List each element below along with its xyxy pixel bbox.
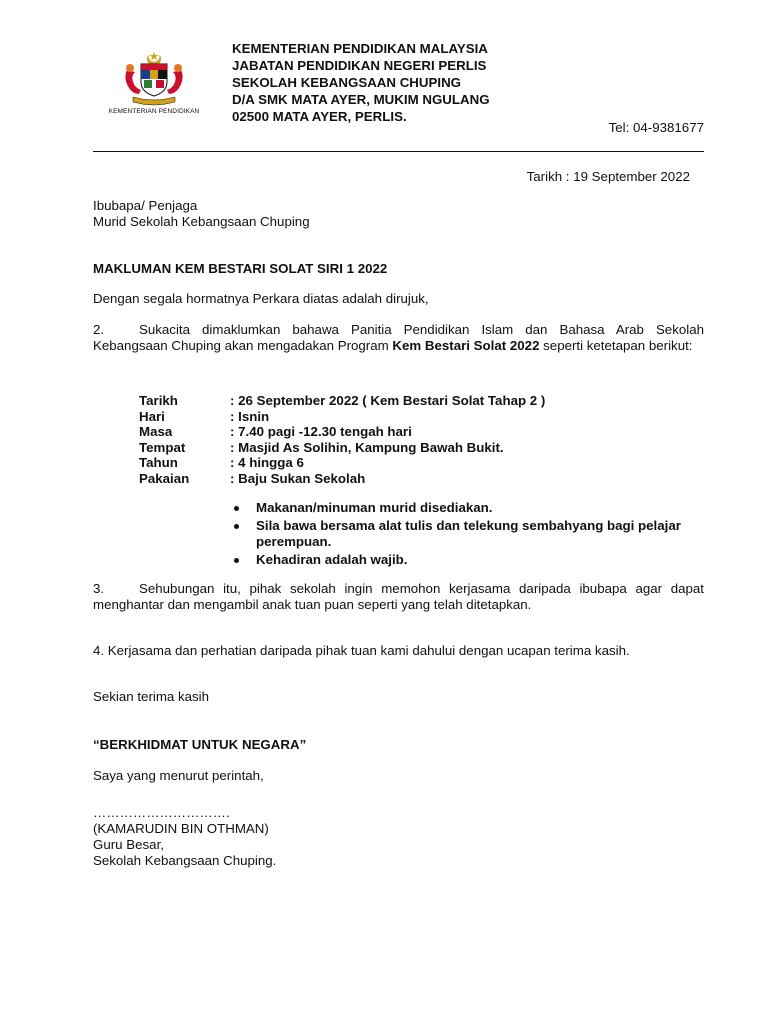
detail-value: : Isnin — [230, 408, 270, 424]
detail-value: : 26 September 2022 ( Kem Bestari Solat Tahap 2 ) — [230, 393, 546, 408]
signatory-school: Sekolah Kebangsaan Chuping. — [93, 853, 277, 868]
detail-row — [139, 471, 545, 487]
list-item-text: Sila bawa bersama alat tulis dan telekung sembahyang bagi pelajar perempuan. — [256, 518, 681, 549]
logo-caption: KEMENTERIAN PENDIDIKAN — [108, 108, 200, 115]
program-name: Kem Bestari Solat 2022 — [392, 338, 540, 353]
signatory-title: Guru Besar, — [93, 837, 164, 852]
coat-of-arms-icon — [119, 50, 189, 106]
paragraph-4: 4. Kerjasama dan perhatian daripada pihak tuan kami dahului dengan ucapan terima kasih. — [93, 643, 630, 658]
paragraph-text: seperti ketetapan berikut: — [539, 338, 693, 353]
detail-row — [139, 393, 545, 409]
ministry-logo — [100, 50, 208, 120]
paragraph-2 — [93, 322, 704, 354]
closing: Sekian terima kasih — [93, 689, 210, 704]
recipient — [93, 198, 704, 230]
letterhead-line: 02500 MATA AYER, PERLIS. — [232, 109, 407, 124]
greeting: Dengan segala hormatnya Perkara diatas adalah dirujuk, — [93, 291, 429, 306]
letterhead — [232, 40, 490, 125]
paragraph-text: Sehubungan itu, pihak sekolah ingin memohon kerjasama daripada ibubapa agar dapat menghantar dan mengambil anak tuan puan seperti yang telah ditetapkan. — [93, 581, 704, 612]
perintah: Saya yang menurut perintah, — [93, 768, 264, 783]
detail-row — [139, 409, 545, 425]
motto: “BERKHIDMAT UNTUK NEGARA” — [93, 737, 307, 752]
detail-row — [139, 455, 545, 471]
list-item — [232, 518, 692, 550]
paragraph-text: Sukacita dimaklumkan bahawa Panitia Pendidikan Islam dan Bahasa Arab Sekolah Kebangsaan Chuping akan mengadakan Program — [93, 322, 704, 353]
bullet-icon — [234, 558, 239, 563]
signature-line: …………………………. — [93, 805, 230, 820]
detail-value: : Masjid As Solihin, Kampung Bawah Bukit. — [230, 439, 504, 455]
bullet-icon — [234, 506, 239, 511]
paragraph-number: 3. — [93, 581, 105, 596]
detail-label: Tarikh — [139, 393, 178, 408]
subject: MAKLUMAN KEM BESTARI SOLAT SIRI 1 2022 — [93, 261, 388, 276]
signature-block — [93, 805, 704, 869]
letterhead-line: JABATAN PENDIDIKAN NEGERI PERLIS — [232, 58, 487, 73]
detail-label: Masa — [139, 424, 173, 439]
list-item — [232, 552, 692, 568]
detail-value: : 7.40 pagi -12.30 tengah hari — [230, 424, 412, 439]
detail-value: : 4 hingga 6 — [230, 455, 304, 470]
paragraph-number: 2. — [93, 322, 105, 337]
telephone: Tel: 04-9381677 — [608, 120, 704, 135]
detail-row — [139, 440, 545, 456]
bullet-icon — [234, 524, 239, 529]
letterhead-line: SEKOLAH KEBANGSAAN CHUPING — [232, 75, 462, 90]
notes-list — [232, 500, 692, 570]
list-item-text: Makanan/minuman murid disediakan. — [256, 500, 493, 515]
recipient-line: Ibubapa/ Penjaga — [93, 198, 198, 213]
detail-label: Hari — [139, 408, 165, 424]
paragraph-3 — [93, 581, 704, 613]
detail-row — [139, 424, 545, 440]
list-item — [232, 500, 692, 516]
letter-date: Tarikh : 19 September 2022 — [526, 169, 690, 184]
letterhead-line: D/A SMK MATA AYER, MUKIM NGULANG — [232, 92, 490, 107]
detail-label: Tahun — [139, 455, 178, 470]
signatory-name: (KAMARUDIN BIN OTHMAN) — [93, 821, 269, 836]
event-details — [139, 393, 545, 486]
list-item-text: Kehadiran adalah wajib. — [256, 552, 408, 567]
letterhead-line: KEMENTERIAN PENDIDIKAN MALAYSIA — [232, 41, 488, 56]
header-divider — [93, 151, 704, 152]
detail-label: Pakaian — [139, 470, 190, 486]
recipient-line: Murid Sekolah Kebangsaan Chuping — [93, 214, 310, 229]
detail-value: : Baju Sukan Sekolah — [230, 470, 366, 486]
detail-label: Tempat — [139, 439, 186, 455]
